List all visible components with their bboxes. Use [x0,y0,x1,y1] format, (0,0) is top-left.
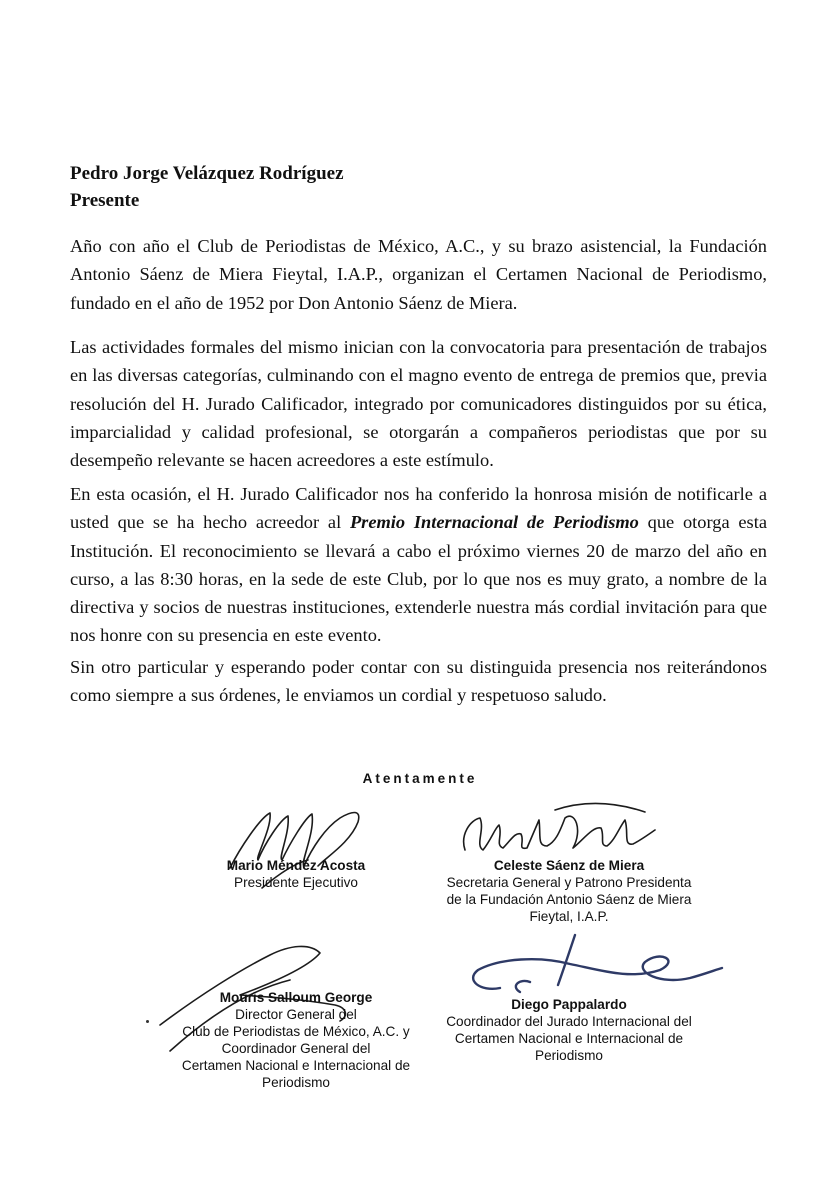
notification-text-end: que otorga esta Institución. El reconocimiento se llevará a cabo el próximo viernes 20 de marzo del año en curso, a las 8:30 horas, en la sede de este Club, por lo que nos es muy grato, a nombre de la directiva y socios de nuestras instituciones, extenderle nuestra más cordial invitación para que nos honre con su presencia en este evento. [70,512,767,646]
signatory-title: Secretaria General y Patrono Presidenta [446,875,692,890]
signatory-mendez [196,857,396,891]
award-name: Premio Internacional de Periodismo [349,512,639,533]
recipient-name: Pedro Jorge Velázquez Rodríguez [70,163,344,184]
signatory-title: de la Fundación Antonio Sáenz de Miera [446,892,692,907]
signatory-pappalardo [424,996,714,1064]
signatory-title: Periodismo [535,1048,603,1063]
notification-text-start: En esta ocasión, el H. Jurado Calificador nos ha conferido la honrosa misión de notificarle a usted que se ha hecho acreedor al [70,484,767,533]
paragraph-farewell: Sin otro particular y esperando poder contar con su distinguida presencia nos reiterándonos como siempre a sus órdenes, le enviamos un cordial y respetuoso saludo. [70,657,767,706]
recipient-salutation: Presente [70,190,140,211]
signatory-title: Coordinador General del [221,1041,371,1056]
closing-atentamente: Atentamente [362,771,478,786]
paragraph-notification [70,480,767,650]
signatory-title: Club de Periodistas de México, A.C. y [182,1024,410,1039]
signatory-title: Certamen Nacional e Internacional de [454,1031,684,1046]
signatory-name: Mario Méndez Acosta [226,858,366,873]
recipient-block [70,160,344,214]
signatory-title: Coordinador del Jurado Internacional del [446,1014,692,1029]
signatory-title: Certamen Nacional e Internacional de [181,1058,411,1073]
signatory-name: Celeste Sáenz de Miera [493,858,645,873]
signatory-title: Presidente Ejecutivo [234,875,358,890]
paragraph-activities: Las actividades formales del mismo inician con la convocatoria para presentación de trabajos en las diversas categorías, culminando con el magno evento de entrega de premios que, previa resolución del H. Jurado Calificador, integrado por comunicadores distinguidos por su ética, imparcialidad y calidad profesional, se otorgarán a compañeros periodistas que por su desempeño relevante se hacen acreedores a este estímulo. [70,337,767,471]
signatory-name: Mouris Salloum George [219,990,373,1005]
paragraph-intro: Año con año el Club de Periodistas de México, A.C., y su brazo asistencial, la Fundación Antonio Sáenz de Miera Fieytal, I.A.P., organizan el Certamen Nacional de Periodismo, fundado en el año de 1952 por Don Antonio Sáenz de Miera. [70,236,767,313]
signatory-name: Diego Pappalardo [511,997,627,1012]
signatory-title: Director General del [235,1007,357,1022]
signatory-salloum [136,989,456,1091]
signatory-title: Periodismo [262,1075,330,1090]
signatory-title: Fieytal, I.A.P. [529,909,609,924]
signatory-saenz [424,857,714,925]
